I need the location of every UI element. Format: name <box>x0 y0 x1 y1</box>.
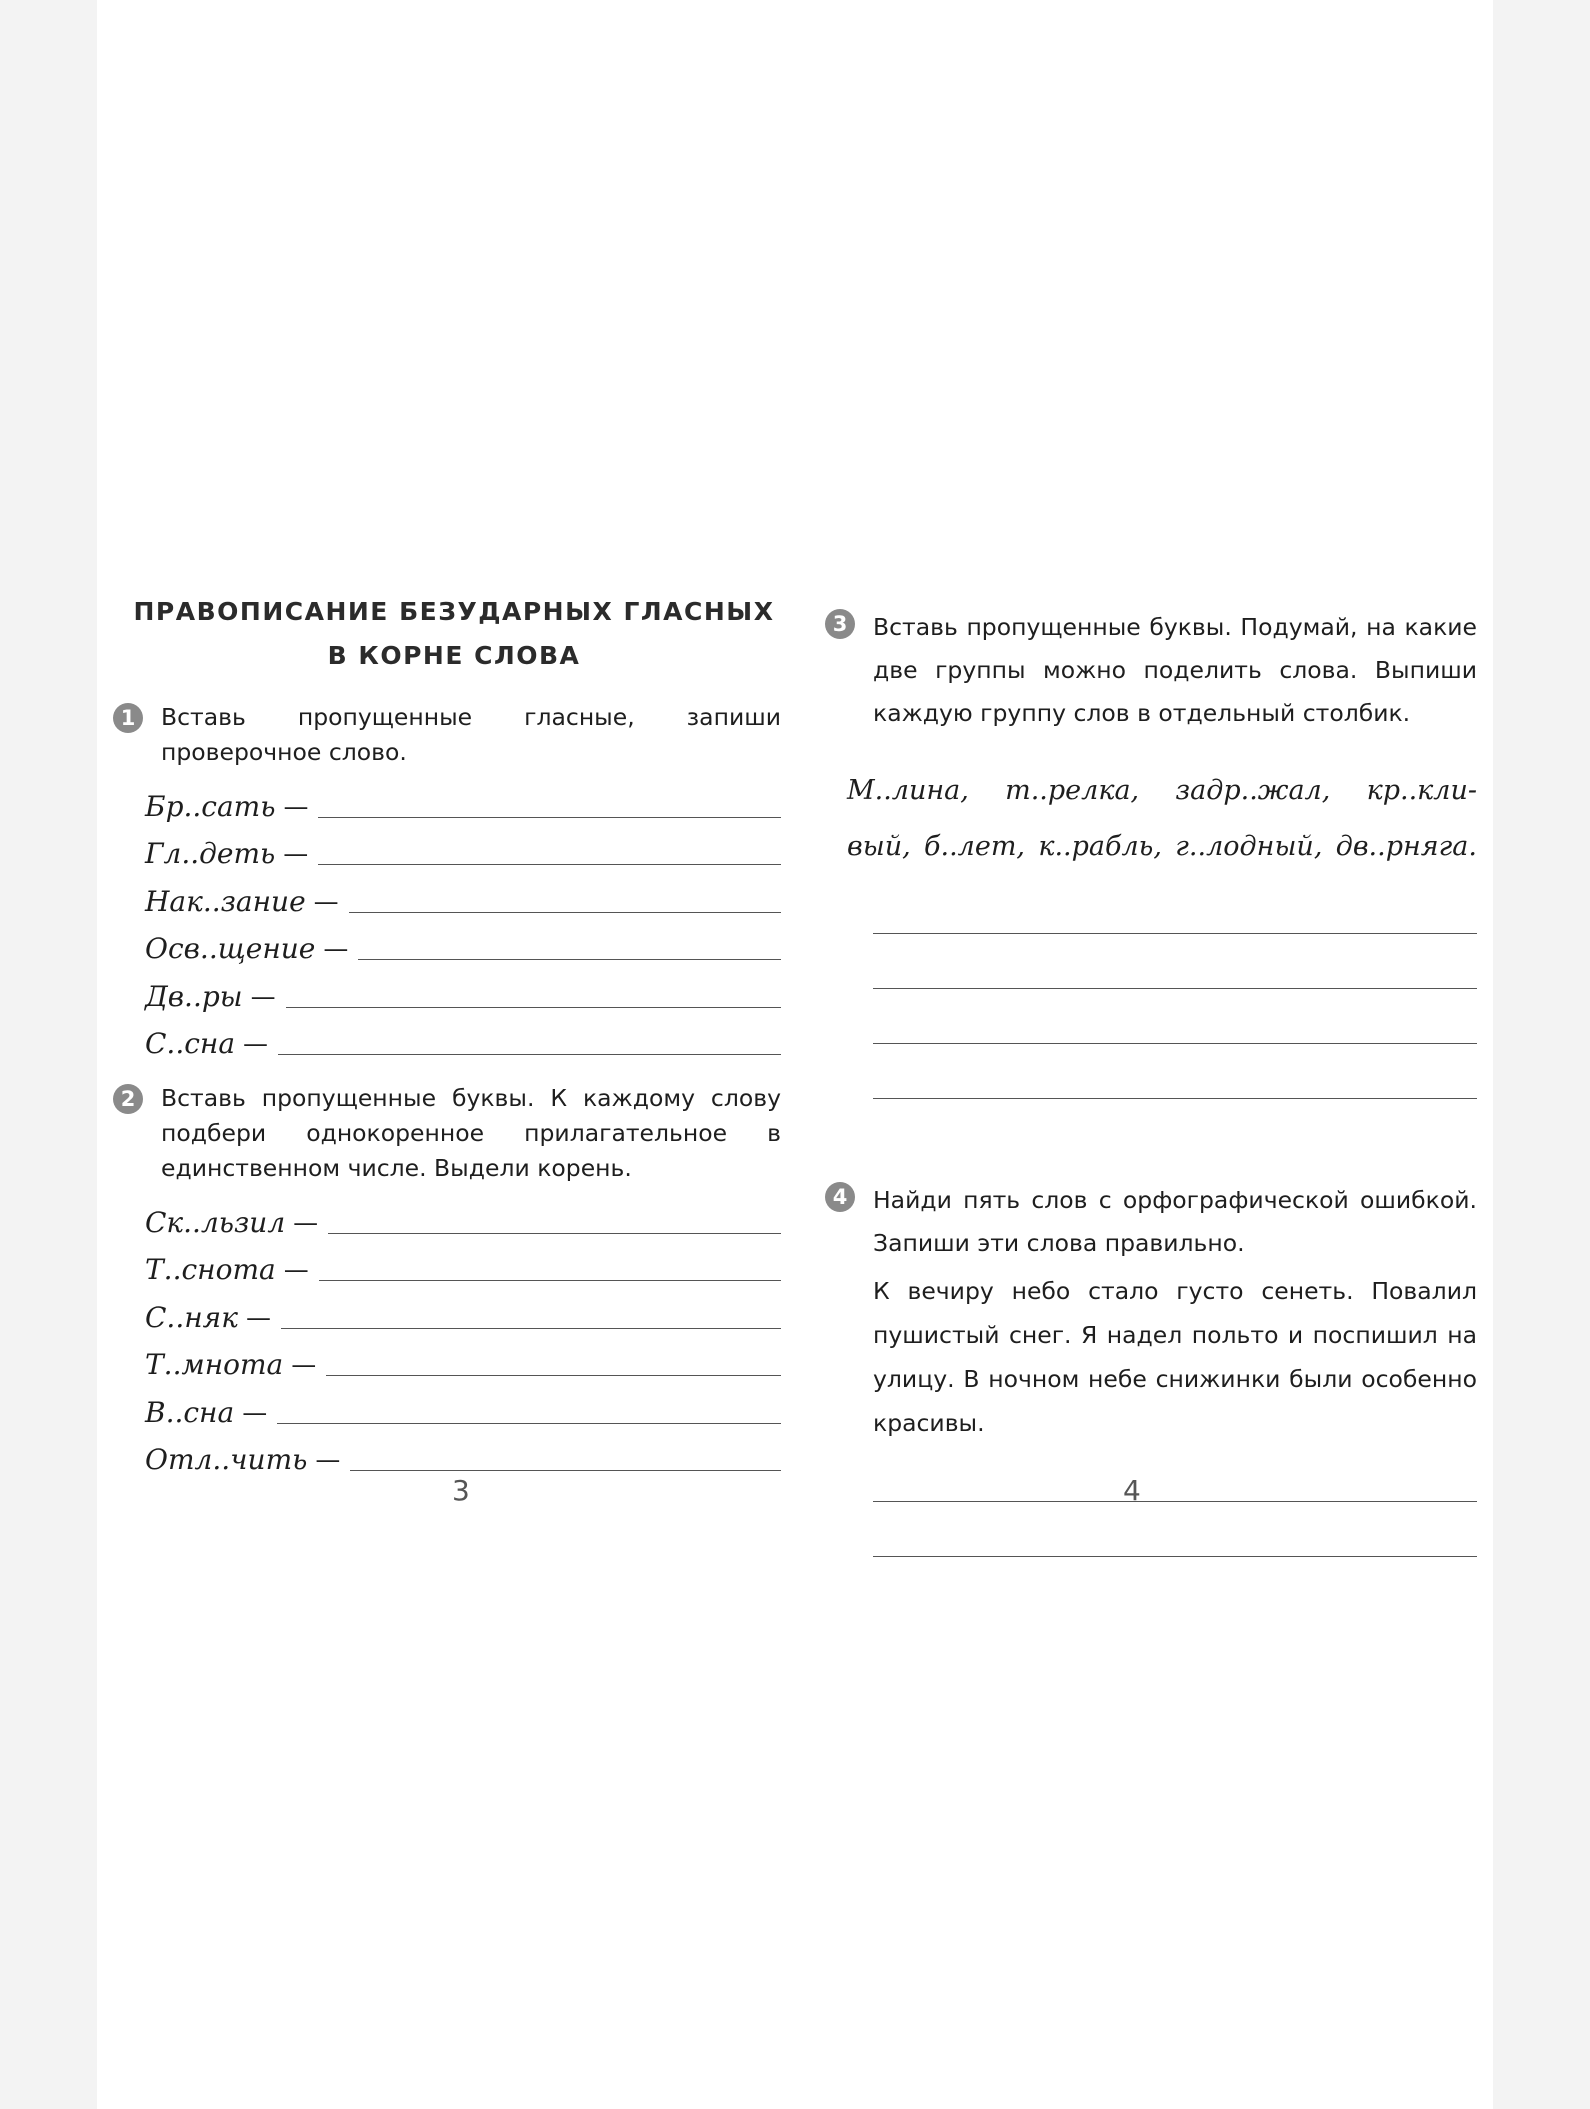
task-number-badge: 2 <box>113 1084 143 1114</box>
cursive-word: Т..снота <box>145 1253 276 1286</box>
answer-row <box>145 778 781 826</box>
answer-row <box>145 1242 781 1290</box>
answer-line[interactable] <box>358 959 781 960</box>
task-number-badge: 3 <box>825 609 855 639</box>
answer-line[interactable] <box>350 1470 781 1471</box>
answer-line[interactable] <box>873 1502 1477 1557</box>
dash: — <box>283 791 309 821</box>
dash: — <box>291 1350 317 1379</box>
answer-line[interactable] <box>318 817 781 818</box>
title-line-1: ПРАВОПИСАНИЕ БЕЗУДАРНЫХ ГЛАСНЫХ <box>133 597 775 626</box>
answer-line[interactable] <box>326 1375 781 1376</box>
cursive-word-line-2: вый, б..лет, к..рабль, г..лодный, дв..рняга. <box>847 831 1477 862</box>
answer-line[interactable] <box>277 1423 781 1424</box>
answer-line[interactable] <box>873 1447 1477 1502</box>
answer-line[interactable] <box>873 934 1477 989</box>
dash: — <box>313 886 339 916</box>
cursive-word: С..сна <box>145 1027 236 1060</box>
dash: — <box>283 1255 309 1284</box>
answer-line[interactable] <box>328 1233 781 1234</box>
right-page <box>825 606 1477 1557</box>
answer-row <box>145 1289 781 1337</box>
dash: — <box>293 1207 319 1237</box>
task-text: К вечиру небо стало густо сенеть. Повалил пушистый снег. Я надел польто и поспишил на улицу. В ночном небе снижинки были особенно красивы. <box>873 1277 1477 1437</box>
task-number-badge: 4 <box>825 1182 855 1212</box>
answer-row <box>145 1384 781 1432</box>
answer-line[interactable] <box>873 1044 1477 1099</box>
answer-row <box>145 1432 781 1480</box>
cursive-word: Нак..зание <box>145 884 306 918</box>
cursive-word: Осв..щение <box>145 932 316 965</box>
cursive-word: Отл..чить <box>145 1443 308 1476</box>
answer-line[interactable] <box>318 864 781 865</box>
answer-line[interactable] <box>873 879 1477 934</box>
task-2 <box>113 1081 781 1186</box>
answer-line[interactable] <box>281 1328 781 1329</box>
task-3 <box>825 606 1477 1099</box>
cursive-word: Гл..деть <box>145 837 276 870</box>
dash: — <box>250 981 276 1011</box>
answer-row <box>145 1016 781 1064</box>
answer-row <box>145 1194 781 1242</box>
dash: — <box>315 1445 341 1474</box>
cursive-word: Т..мнота <box>145 1348 284 1381</box>
task-1-answer-rows <box>113 778 781 1063</box>
left-page <box>113 590 781 1479</box>
task-instruction: Найди пять слов с орфографической ошибкой. Запиши эти слова правильно. <box>873 1186 1477 1257</box>
title-line-2: В КОРНЕ СЛОВА <box>327 641 581 670</box>
cursive-word: Ск..льзил <box>145 1205 286 1239</box>
dash: — <box>283 839 309 868</box>
cursive-word-list <box>847 763 1477 875</box>
dash: — <box>323 934 349 963</box>
workbook-spread <box>97 0 1493 2109</box>
answer-row <box>145 968 781 1016</box>
task-2-answer-rows <box>113 1194 781 1479</box>
answer-row <box>145 1337 781 1385</box>
page-title <box>127 590 781 678</box>
answer-line[interactable] <box>873 989 1477 1044</box>
task-4-answer-lines <box>873 1447 1477 1557</box>
task-number-badge: 1 <box>113 703 143 733</box>
answer-row <box>145 826 781 874</box>
answer-line[interactable] <box>349 912 781 913</box>
dash: — <box>242 1397 268 1427</box>
dash: — <box>245 1302 271 1332</box>
cursive-word: С..няк <box>145 1300 238 1334</box>
task-1 <box>113 700 781 770</box>
task-4 <box>825 1179 1477 1557</box>
page-number-left: 3 <box>452 1474 470 1507</box>
cursive-word: В..сна <box>145 1395 235 1429</box>
task-3-answer-lines <box>873 879 1477 1099</box>
cursive-word-line-1: М..лина, т..релка, задр..жал, кр..кли- <box>847 775 1477 806</box>
cursive-word: Бр..сать <box>145 789 276 823</box>
dash: — <box>243 1029 269 1058</box>
answer-line[interactable] <box>319 1280 781 1281</box>
answer-row <box>145 873 781 921</box>
page-number-right: 4 <box>1123 1474 1141 1507</box>
task-instruction: Вставь пропущенные буквы. К каждому слову подбери однокоренное прилагательное в единственном числе. Выдели корень. <box>161 1084 781 1182</box>
answer-line[interactable] <box>286 1007 781 1008</box>
answer-row <box>145 921 781 969</box>
cursive-word: Дв..ры <box>145 979 243 1013</box>
task-instruction: Вставь пропущенные буквы. Подумай, на какие две группы можно поделить слова. Выпиши каждую группу слов в отдельный столбик. <box>873 613 1477 727</box>
answer-line[interactable] <box>278 1054 781 1055</box>
task-instruction: Вставь пропущенные гласные, запиши проверочное слово. <box>161 703 781 766</box>
